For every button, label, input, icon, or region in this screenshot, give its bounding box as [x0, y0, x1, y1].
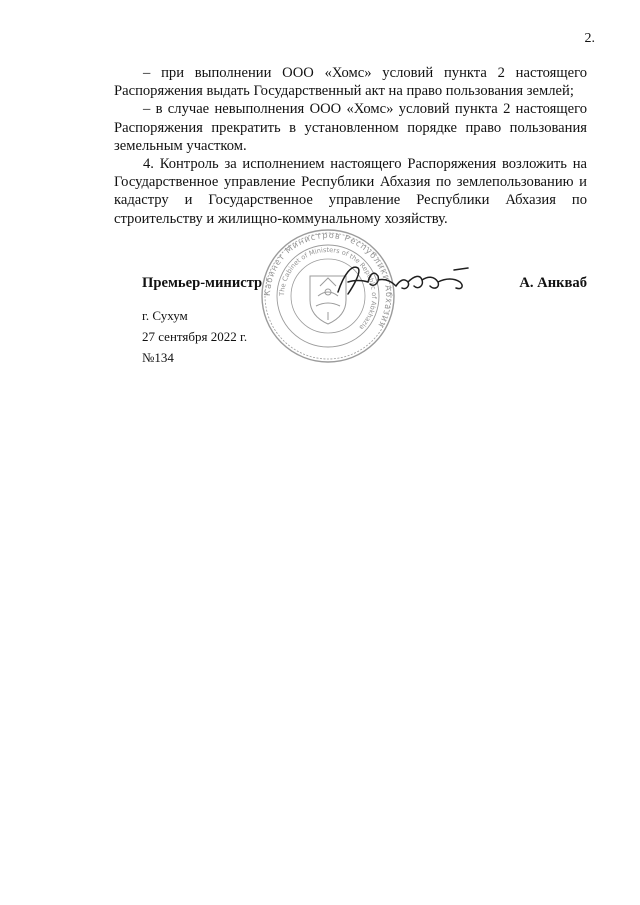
paragraph: 4. Контроль за исполнением настоящего Распоряжения возложить на Государственное управление Республики Абхазия по землепользованию и кадастру и Государственное управление Республики Абхазия по строительству и жилищно-коммунальному хозяйству.	[114, 156, 587, 227]
document-body	[114, 64, 587, 228]
document-date: 27 сентября 2022 г.	[142, 329, 248, 344]
handwritten-signature	[334, 258, 474, 300]
document-number: №134	[142, 350, 174, 365]
signature-block	[114, 229, 587, 370]
signatory-name: А. Анкваб	[519, 275, 587, 291]
signatory-role: Премьер-министр	[142, 275, 263, 291]
paragraph: – при выполнении ООО «Хомс» условий пункта 2 настоящего Распоряжения выдать Государственный акт на право пользования землей;	[114, 65, 587, 100]
seal-outer-text: Кабинет Министров Республики Абхазия	[261, 229, 395, 330]
seal-inner-text: The Cabinet of Ministers of the Republic of Abkhazia	[277, 245, 379, 332]
city: г. Сухум	[142, 308, 188, 323]
page-number: 2.	[584, 31, 595, 46]
paragraph: – в случае невыполнения ООО «Хомс» условий пункта 2 настоящего Распоряжения прекратить в установленном порядке право пользования земельным участком.	[114, 101, 587, 154]
